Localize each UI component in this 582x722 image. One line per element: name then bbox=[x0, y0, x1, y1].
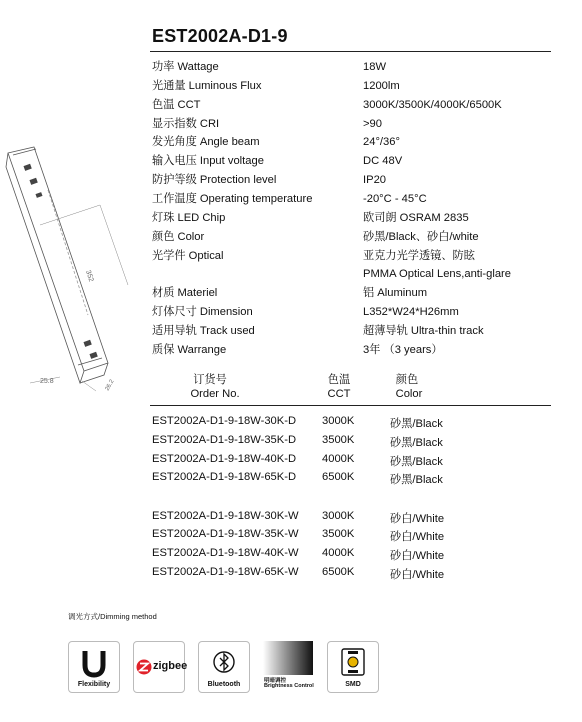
order-color: 砂白/White bbox=[390, 531, 445, 543]
order-cct: 3500K bbox=[322, 528, 355, 540]
spec-value: 砂黑/Black、砂白/white bbox=[363, 230, 479, 243]
spec-label: 材质 Materiel bbox=[152, 287, 218, 300]
order-row bbox=[152, 434, 572, 453]
spec-row bbox=[152, 133, 572, 152]
order-number: EST2002A-D1-9-18W-65K-D bbox=[152, 471, 297, 483]
spec-row bbox=[152, 190, 572, 209]
dimming-title: 调光方式/Dimming method bbox=[68, 612, 157, 621]
spec-row bbox=[152, 209, 572, 228]
spec-value: L352*W24*H26mm bbox=[363, 306, 459, 319]
spec-value: 3000K/3500K/4000K/6500K bbox=[363, 98, 502, 111]
order-row bbox=[152, 510, 572, 529]
spec-row bbox=[152, 341, 572, 360]
order-cct: 3000K bbox=[322, 415, 355, 427]
order-cct: 4000K bbox=[322, 453, 355, 465]
spec-label: 功率 Wattage bbox=[152, 61, 219, 73]
spec-label: 适用导轨 Track used bbox=[152, 324, 255, 337]
spec-value: IP20 bbox=[363, 174, 387, 187]
badge-bluetooth-label: Bluetooth bbox=[207, 681, 241, 688]
order-cct: 3500K bbox=[322, 434, 355, 446]
order-header-cn-color: 颜色 bbox=[395, 374, 419, 386]
order-color: 砂黑/Black bbox=[390, 437, 443, 449]
order-row bbox=[152, 547, 572, 566]
spec-label: 输入电压 Input voltage bbox=[152, 155, 264, 168]
order-number: EST2002A-D1-9-18W-35K-D bbox=[152, 434, 297, 446]
badge-zigbee bbox=[133, 641, 188, 693]
badge-brightness bbox=[263, 641, 313, 691]
title-rule bbox=[150, 51, 551, 52]
spec-value: 24°/36° bbox=[363, 136, 400, 149]
order-rule bbox=[150, 405, 551, 406]
spec-label: 防护等级 Protection level bbox=[152, 174, 277, 187]
spec-label: 色温 CCT bbox=[152, 98, 201, 111]
order-number: EST2002A-D1-9-18W-40K-W bbox=[152, 547, 299, 559]
spec-row bbox=[152, 228, 572, 247]
order-color: 砂黑/Black bbox=[390, 418, 443, 430]
spec-row bbox=[152, 58, 572, 77]
badge-bluetooth bbox=[198, 641, 250, 693]
order-number: EST2002A-D1-9-18W-30K-W bbox=[152, 510, 299, 522]
fixture-drawing bbox=[0, 145, 140, 395]
spec-value: 1200lm bbox=[363, 79, 400, 92]
spec-row bbox=[152, 96, 572, 115]
order-cct: 4000K bbox=[322, 547, 355, 559]
spec-label: 显示指数 CRI bbox=[152, 117, 220, 130]
order-number: EST2002A-D1-9-18W-30K-D bbox=[152, 415, 297, 427]
order-number: EST2002A-D1-9-18W-35K-W bbox=[152, 528, 299, 540]
order-row bbox=[152, 453, 572, 472]
order-number: EST2002A-D1-9-18W-40K-D bbox=[152, 453, 297, 465]
width-dim-label: 25.8 bbox=[40, 378, 54, 385]
spec-label: 颜色 Color bbox=[152, 230, 205, 243]
brightness-label-en: Brightness Control bbox=[264, 683, 314, 689]
order-color: 砂白/White bbox=[390, 569, 445, 581]
order-header-en-color: Color bbox=[395, 388, 423, 400]
order-number: EST2002A-D1-9-18W-65K-W bbox=[152, 566, 299, 578]
badge-smd-label: SMD bbox=[345, 681, 361, 688]
spec-row bbox=[152, 284, 572, 303]
spec-row bbox=[152, 152, 572, 171]
spec-label: 质保 Warrange bbox=[152, 343, 227, 356]
spec-row bbox=[152, 322, 572, 341]
order-cct: 3000K bbox=[322, 510, 355, 522]
spec-label: 灯珠 LED Chip bbox=[152, 211, 226, 224]
product-title: EST2002A-D1-9 bbox=[152, 26, 288, 46]
order-cct: 6500K bbox=[322, 566, 355, 578]
order-row bbox=[152, 415, 572, 434]
bluetooth-icon bbox=[199, 645, 249, 681]
spec-value: PMMA Optical Lens,anti-glare bbox=[363, 268, 511, 281]
order-cct: 6500K bbox=[322, 471, 355, 483]
order-color: 砂白/White bbox=[390, 550, 445, 562]
badge-flexibility bbox=[68, 641, 120, 693]
length-dim-label: 352 bbox=[84, 269, 95, 283]
smd-chip-icon bbox=[328, 645, 378, 681]
order-row bbox=[152, 528, 572, 547]
zigbee-icon bbox=[136, 659, 152, 675]
brightness-gradient-icon bbox=[263, 641, 313, 675]
spec-value: 3年 （3 years） bbox=[363, 343, 443, 356]
order-row bbox=[152, 566, 572, 585]
spec-row bbox=[152, 247, 572, 266]
badge-flexibility-label: Flexibility bbox=[77, 681, 111, 688]
height-dim-label: 26.2 bbox=[104, 378, 116, 392]
spec-row bbox=[152, 171, 572, 190]
spec-row bbox=[152, 115, 572, 134]
order-color: 砂白/White bbox=[390, 513, 445, 525]
spec-row bbox=[152, 265, 572, 284]
spec-row bbox=[152, 77, 572, 96]
spec-label: 光学件 Optical bbox=[152, 249, 224, 262]
spec-label: 工作温度 Operating temperature bbox=[152, 192, 313, 205]
spec-label: 灯体尺寸 Dimension bbox=[152, 306, 253, 319]
spec-value: 18W bbox=[363, 61, 387, 73]
order-header-en-cct: CCT bbox=[327, 388, 351, 400]
order-color: 砂黑/Black bbox=[390, 474, 443, 486]
spec-value: DC 48V bbox=[363, 155, 403, 168]
spec-value: 超薄导轨 Ultra-thin track bbox=[363, 324, 484, 337]
flexibility-icon bbox=[69, 645, 119, 681]
badge-smd bbox=[327, 641, 379, 693]
spec-value: 欧司朗 OSRAM 2835 bbox=[363, 211, 469, 224]
spec-value: -20°C - 45°C bbox=[363, 192, 427, 205]
brightness-label-cn: 明暗调控 bbox=[264, 678, 287, 684]
spec-value: 亚克力光学透镜、防眩 bbox=[363, 249, 475, 262]
spec-label: 发光角度 Angle beam bbox=[152, 136, 260, 149]
order-header-cn-orderno: 订货号 bbox=[193, 374, 227, 386]
spec-value: 铝 Aluminum bbox=[363, 287, 428, 300]
order-color: 砂黑/Black bbox=[390, 456, 443, 468]
zigbee-label: zigbee bbox=[153, 660, 188, 672]
order-header-en-orderno: Order No. bbox=[190, 388, 240, 400]
spec-row bbox=[152, 303, 572, 322]
spec-value: >90 bbox=[363, 117, 382, 130]
order-row bbox=[152, 471, 572, 490]
spec-label: 光通量 Luminous Flux bbox=[152, 79, 262, 92]
order-header-cn-cct: 色温 bbox=[327, 374, 351, 386]
